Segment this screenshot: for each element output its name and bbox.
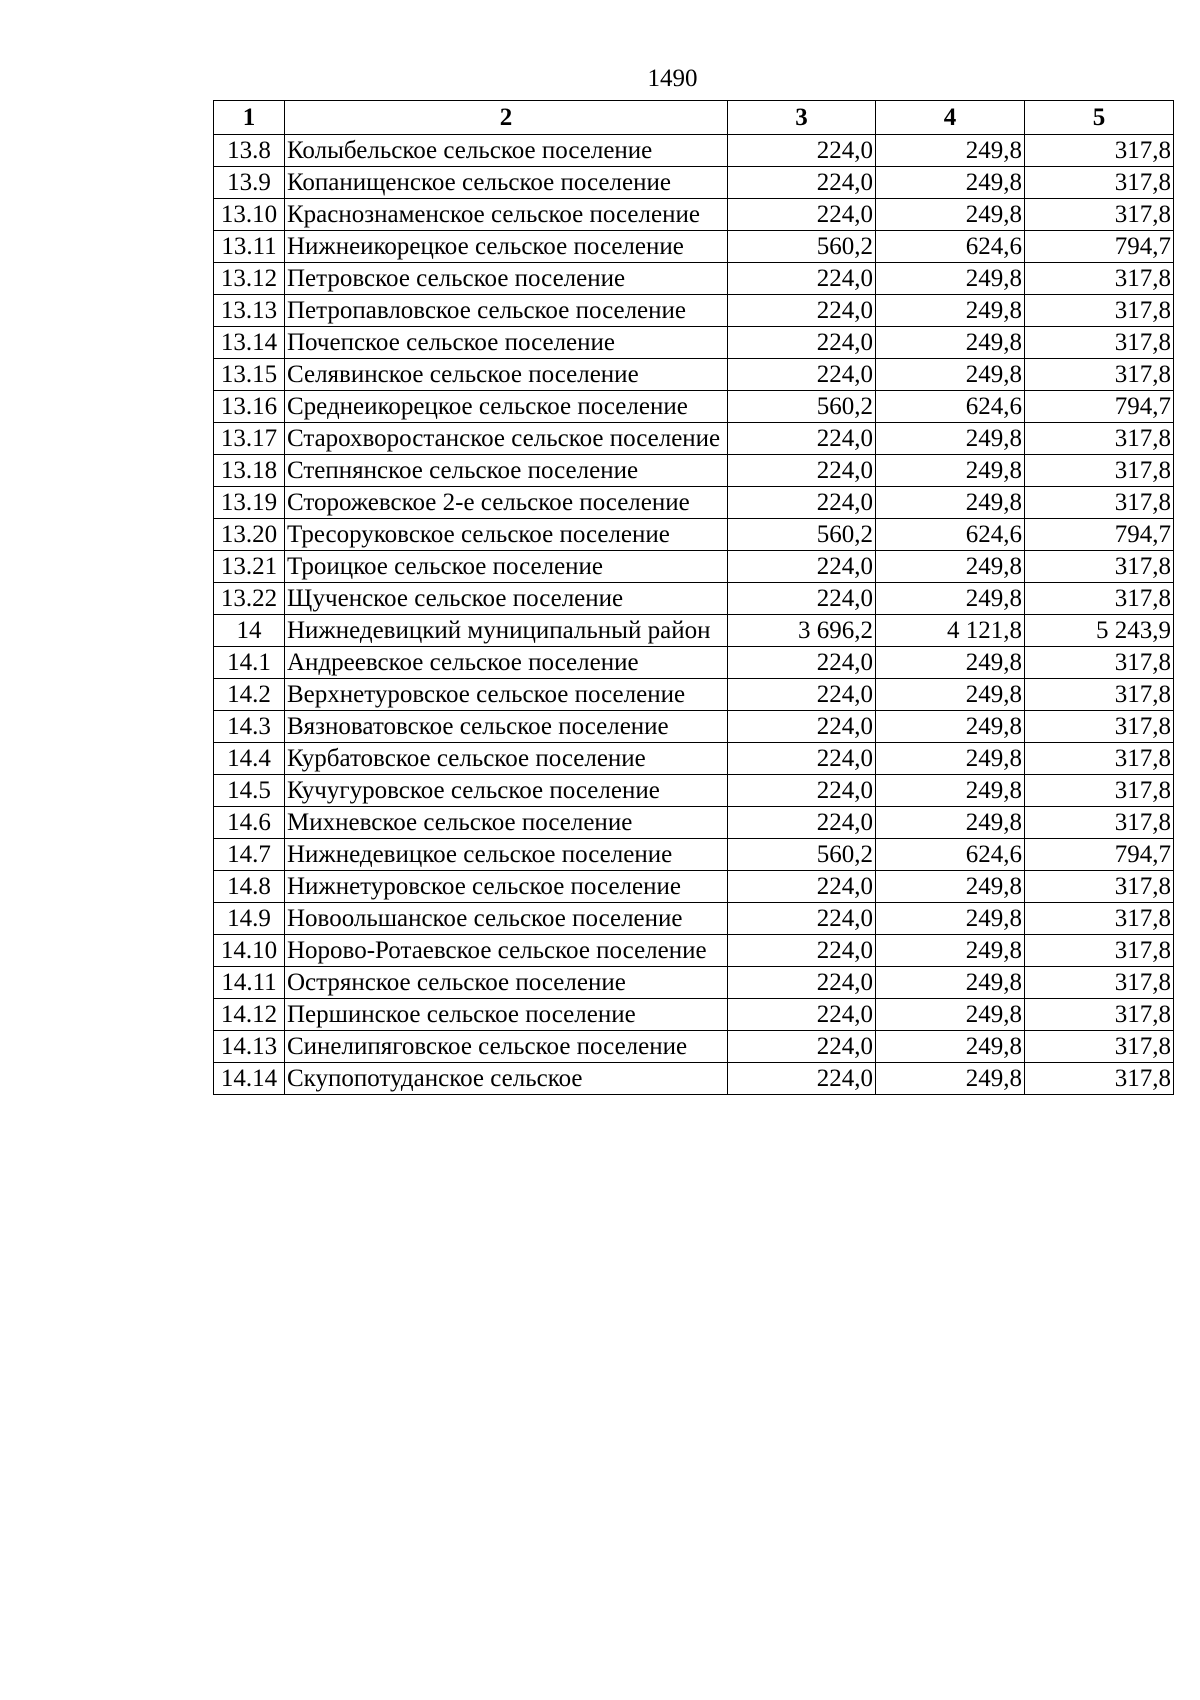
value-col-5-cell: 794,7: [1025, 231, 1174, 263]
settlement-name-cell: Андреевское сельское поселение: [285, 647, 728, 679]
value-col-4-cell: 249,8: [876, 455, 1025, 487]
value-col-4-cell: 249,8: [876, 711, 1025, 743]
value-col-4-cell: 249,8: [876, 263, 1025, 295]
value-col-3-cell: 560,2: [728, 839, 876, 871]
value-col-3-cell: 224,0: [728, 903, 876, 935]
value-col-3-cell: 224,0: [728, 583, 876, 615]
settlement-name-cell: Острянское сельское поселение: [285, 967, 728, 999]
settlement-name-cell: Скупопотуданское сельское: [285, 1063, 728, 1095]
value-col-4-cell: 249,8: [876, 647, 1025, 679]
header-row: [214, 101, 1174, 135]
column-header-5: 5: [1025, 101, 1174, 135]
data-table: [213, 100, 1174, 1095]
value-col-4-cell: 249,8: [876, 903, 1025, 935]
settlement-name-cell: Щученское сельское поселение: [285, 583, 728, 615]
value-col-4-cell: 249,8: [876, 423, 1025, 455]
value-col-4-cell: 249,8: [876, 807, 1025, 839]
value-col-4-cell: 249,8: [876, 871, 1025, 903]
settlement-name-cell: Петропавловское сельское поселение: [285, 295, 728, 327]
value-col-3-cell: 224,0: [728, 423, 876, 455]
table-row: [214, 935, 1174, 967]
settlement-name-cell: Петровское сельское поселение: [285, 263, 728, 295]
row-number-cell: 14.3: [214, 711, 285, 743]
value-col-4-cell: 624,6: [876, 231, 1025, 263]
value-col-5-cell: 317,8: [1025, 551, 1174, 583]
value-col-4-cell: 249,8: [876, 359, 1025, 391]
settlement-name-cell: Почепское сельское поселение: [285, 327, 728, 359]
row-number-cell: 14.2: [214, 679, 285, 711]
settlement-name-cell: Новоольшанское сельское поселение: [285, 903, 728, 935]
value-col-5-cell: 317,8: [1025, 903, 1174, 935]
value-col-3-cell: 3 696,2: [728, 615, 876, 647]
value-col-4-cell: 249,8: [876, 1031, 1025, 1063]
table-row: [214, 519, 1174, 551]
value-col-5-cell: 794,7: [1025, 519, 1174, 551]
table-row: [214, 1031, 1174, 1063]
value-col-5-cell: 317,8: [1025, 583, 1174, 615]
table-row: [214, 263, 1174, 295]
value-col-5-cell: 794,7: [1025, 391, 1174, 423]
row-number-cell: 14.11: [214, 967, 285, 999]
row-number-cell: 14.1: [214, 647, 285, 679]
value-col-3-cell: 224,0: [728, 775, 876, 807]
row-number-cell: 13.21: [214, 551, 285, 583]
table-row: [214, 647, 1174, 679]
value-col-3-cell: 560,2: [728, 391, 876, 423]
table-row: [214, 775, 1174, 807]
value-col-5-cell: 317,8: [1025, 199, 1174, 231]
row-number-cell: 14.9: [214, 903, 285, 935]
row-number-cell: 14.8: [214, 871, 285, 903]
value-col-5-cell: 317,8: [1025, 263, 1174, 295]
value-col-5-cell: 317,8: [1025, 871, 1174, 903]
row-number-cell: 13.20: [214, 519, 285, 551]
value-col-4-cell: 249,8: [876, 967, 1025, 999]
value-col-4-cell: 249,8: [876, 775, 1025, 807]
value-col-3-cell: 224,0: [728, 999, 876, 1031]
settlement-name-cell: Нижнедевицкий муниципальный район: [285, 615, 728, 647]
settlement-name-cell: Степнянское сельское поселение: [285, 455, 728, 487]
value-col-5-cell: 5 243,9: [1025, 615, 1174, 647]
value-col-3-cell: 560,2: [728, 231, 876, 263]
settlement-name-cell: Михневское сельское поселение: [285, 807, 728, 839]
row-number-cell: 13.15: [214, 359, 285, 391]
value-col-4-cell: 249,8: [876, 135, 1025, 167]
value-col-3-cell: 224,0: [728, 167, 876, 199]
table-body: [214, 135, 1174, 1095]
column-header-2: 2: [285, 101, 728, 135]
table-row: [214, 327, 1174, 359]
value-col-3-cell: 224,0: [728, 135, 876, 167]
value-col-4-cell: 249,8: [876, 743, 1025, 775]
value-col-4-cell: 249,8: [876, 327, 1025, 359]
value-col-4-cell: 249,8: [876, 679, 1025, 711]
value-col-5-cell: 317,8: [1025, 807, 1174, 839]
row-number-cell: 13.10: [214, 199, 285, 231]
row-number-cell: 13.22: [214, 583, 285, 615]
row-number-cell: 13.19: [214, 487, 285, 519]
table-row: [214, 583, 1174, 615]
value-col-5-cell: 317,8: [1025, 1063, 1174, 1095]
value-col-4-cell: 249,8: [876, 487, 1025, 519]
column-header-3: 3: [728, 101, 876, 135]
settlement-name-cell: Вязноватовское сельское поселение: [285, 711, 728, 743]
settlement-name-cell: Синелипяговское сельское поселение: [285, 1031, 728, 1063]
settlement-name-cell: Норово-Ротаевское сельское поселение: [285, 935, 728, 967]
value-col-3-cell: 224,0: [728, 295, 876, 327]
value-col-3-cell: 224,0: [728, 967, 876, 999]
row-number-cell: 13.16: [214, 391, 285, 423]
column-header-4: 4: [876, 101, 1025, 135]
value-col-4-cell: 624,6: [876, 519, 1025, 551]
value-col-3-cell: 224,0: [728, 871, 876, 903]
column-header-1: 1: [214, 101, 285, 135]
value-col-3-cell: 224,0: [728, 263, 876, 295]
table-row: [214, 807, 1174, 839]
value-col-4-cell: 249,8: [876, 935, 1025, 967]
value-col-4-cell: 249,8: [876, 999, 1025, 1031]
value-col-4-cell: 249,8: [876, 167, 1025, 199]
value-col-5-cell: 317,8: [1025, 647, 1174, 679]
value-col-3-cell: 224,0: [728, 199, 876, 231]
settlement-name-cell: Старохворостанское сельское поселение: [285, 423, 728, 455]
table-row: [214, 231, 1174, 263]
settlement-name-cell: Сторожевское 2-е сельское поселение: [285, 487, 728, 519]
row-number-cell: 13.18: [214, 455, 285, 487]
value-col-4-cell: 249,8: [876, 295, 1025, 327]
row-number-cell: 14.13: [214, 1031, 285, 1063]
settlement-name-cell: Кучугуровское сельское поселение: [285, 775, 728, 807]
row-number-cell: 14.10: [214, 935, 285, 967]
row-number-cell: 14.6: [214, 807, 285, 839]
value-col-3-cell: 224,0: [728, 711, 876, 743]
table-row: [214, 487, 1174, 519]
value-col-5-cell: 317,8: [1025, 327, 1174, 359]
row-number-cell: 13.13: [214, 295, 285, 327]
settlement-name-cell: Селявинское сельское поселение: [285, 359, 728, 391]
settlement-name-cell: Копанищенское сельское поселение: [285, 167, 728, 199]
value-col-3-cell: 224,0: [728, 743, 876, 775]
settlement-name-cell: Тресоруковское сельское поселение: [285, 519, 728, 551]
value-col-4-cell: 249,8: [876, 1063, 1025, 1095]
table-row: [214, 455, 1174, 487]
value-col-5-cell: 317,8: [1025, 359, 1174, 391]
table-row: [214, 551, 1174, 583]
settlement-name-cell: Першинское сельское поселение: [285, 999, 728, 1031]
table-row: [214, 839, 1174, 871]
value-col-4-cell: 249,8: [876, 551, 1025, 583]
page-number: 1490: [647, 65, 698, 92]
value-col-3-cell: 224,0: [728, 935, 876, 967]
settlement-name-cell: Колыбельское сельское поселение: [285, 135, 728, 167]
table-row: [214, 423, 1174, 455]
settlement-name-cell: Краснознаменское сельское поселение: [285, 199, 728, 231]
value-col-5-cell: 317,8: [1025, 487, 1174, 519]
row-number-cell: 14: [214, 615, 285, 647]
row-number-cell: 14.5: [214, 775, 285, 807]
settlement-name-cell: Нижнеикорецкое сельское поселение: [285, 231, 728, 263]
value-col-3-cell: 224,0: [728, 647, 876, 679]
row-number-cell: 14.4: [214, 743, 285, 775]
value-col-3-cell: 224,0: [728, 679, 876, 711]
row-number-cell: 14.12: [214, 999, 285, 1031]
value-col-5-cell: 317,8: [1025, 711, 1174, 743]
value-col-4-cell: 624,6: [876, 391, 1025, 423]
row-number-cell: 13.12: [214, 263, 285, 295]
value-col-4-cell: 249,8: [876, 199, 1025, 231]
row-number-cell: 13.9: [214, 167, 285, 199]
table-row: [214, 743, 1174, 775]
value-col-4-cell: 4 121,8: [876, 615, 1025, 647]
value-col-3-cell: 224,0: [728, 455, 876, 487]
table-row: [214, 1063, 1174, 1095]
table-row: [214, 615, 1174, 647]
value-col-5-cell: 317,8: [1025, 423, 1174, 455]
table-row: [214, 391, 1174, 423]
value-col-3-cell: 224,0: [728, 1063, 876, 1095]
row-number-cell: 14.14: [214, 1063, 285, 1095]
value-col-5-cell: 317,8: [1025, 743, 1174, 775]
table-row: [214, 967, 1174, 999]
table-row: [214, 135, 1174, 167]
table-row: [214, 295, 1174, 327]
row-number-cell: 13.17: [214, 423, 285, 455]
value-col-5-cell: 317,8: [1025, 679, 1174, 711]
settlement-name-cell: Верхнетуровское сельское поселение: [285, 679, 728, 711]
row-number-cell: 13.8: [214, 135, 285, 167]
value-col-3-cell: 560,2: [728, 519, 876, 551]
table-row: [214, 999, 1174, 1031]
table-row: [214, 167, 1174, 199]
settlement-name-cell: Нижнедевицкое сельское поселение: [285, 839, 728, 871]
value-col-5-cell: 317,8: [1025, 167, 1174, 199]
value-col-3-cell: 224,0: [728, 487, 876, 519]
value-col-3-cell: 224,0: [728, 807, 876, 839]
row-number-cell: 13.14: [214, 327, 285, 359]
settlement-name-cell: Троицкое сельское поселение: [285, 551, 728, 583]
value-col-5-cell: 317,8: [1025, 999, 1174, 1031]
value-col-5-cell: 317,8: [1025, 775, 1174, 807]
value-col-5-cell: 317,8: [1025, 967, 1174, 999]
table-row: [214, 871, 1174, 903]
value-col-4-cell: 624,6: [876, 839, 1025, 871]
row-number-cell: 14.7: [214, 839, 285, 871]
settlement-name-cell: Нижнетуровское сельское поселение: [285, 871, 728, 903]
table-row: [214, 711, 1174, 743]
table-row: [214, 199, 1174, 231]
value-col-5-cell: 317,8: [1025, 295, 1174, 327]
value-col-4-cell: 249,8: [876, 583, 1025, 615]
settlement-name-cell: Среднеикорецкое сельское поселение: [285, 391, 728, 423]
value-col-5-cell: 317,8: [1025, 935, 1174, 967]
table-row: [214, 359, 1174, 391]
value-col-3-cell: 224,0: [728, 551, 876, 583]
value-col-3-cell: 224,0: [728, 327, 876, 359]
value-col-5-cell: 317,8: [1025, 455, 1174, 487]
table-row: [214, 903, 1174, 935]
value-col-5-cell: 317,8: [1025, 1031, 1174, 1063]
value-col-5-cell: 317,8: [1025, 135, 1174, 167]
value-col-3-cell: 224,0: [728, 359, 876, 391]
value-col-3-cell: 224,0: [728, 1031, 876, 1063]
row-number-cell: 13.11: [214, 231, 285, 263]
settlement-name-cell: Курбатовское сельское поселение: [285, 743, 728, 775]
table-row: [214, 679, 1174, 711]
value-col-5-cell: 794,7: [1025, 839, 1174, 871]
